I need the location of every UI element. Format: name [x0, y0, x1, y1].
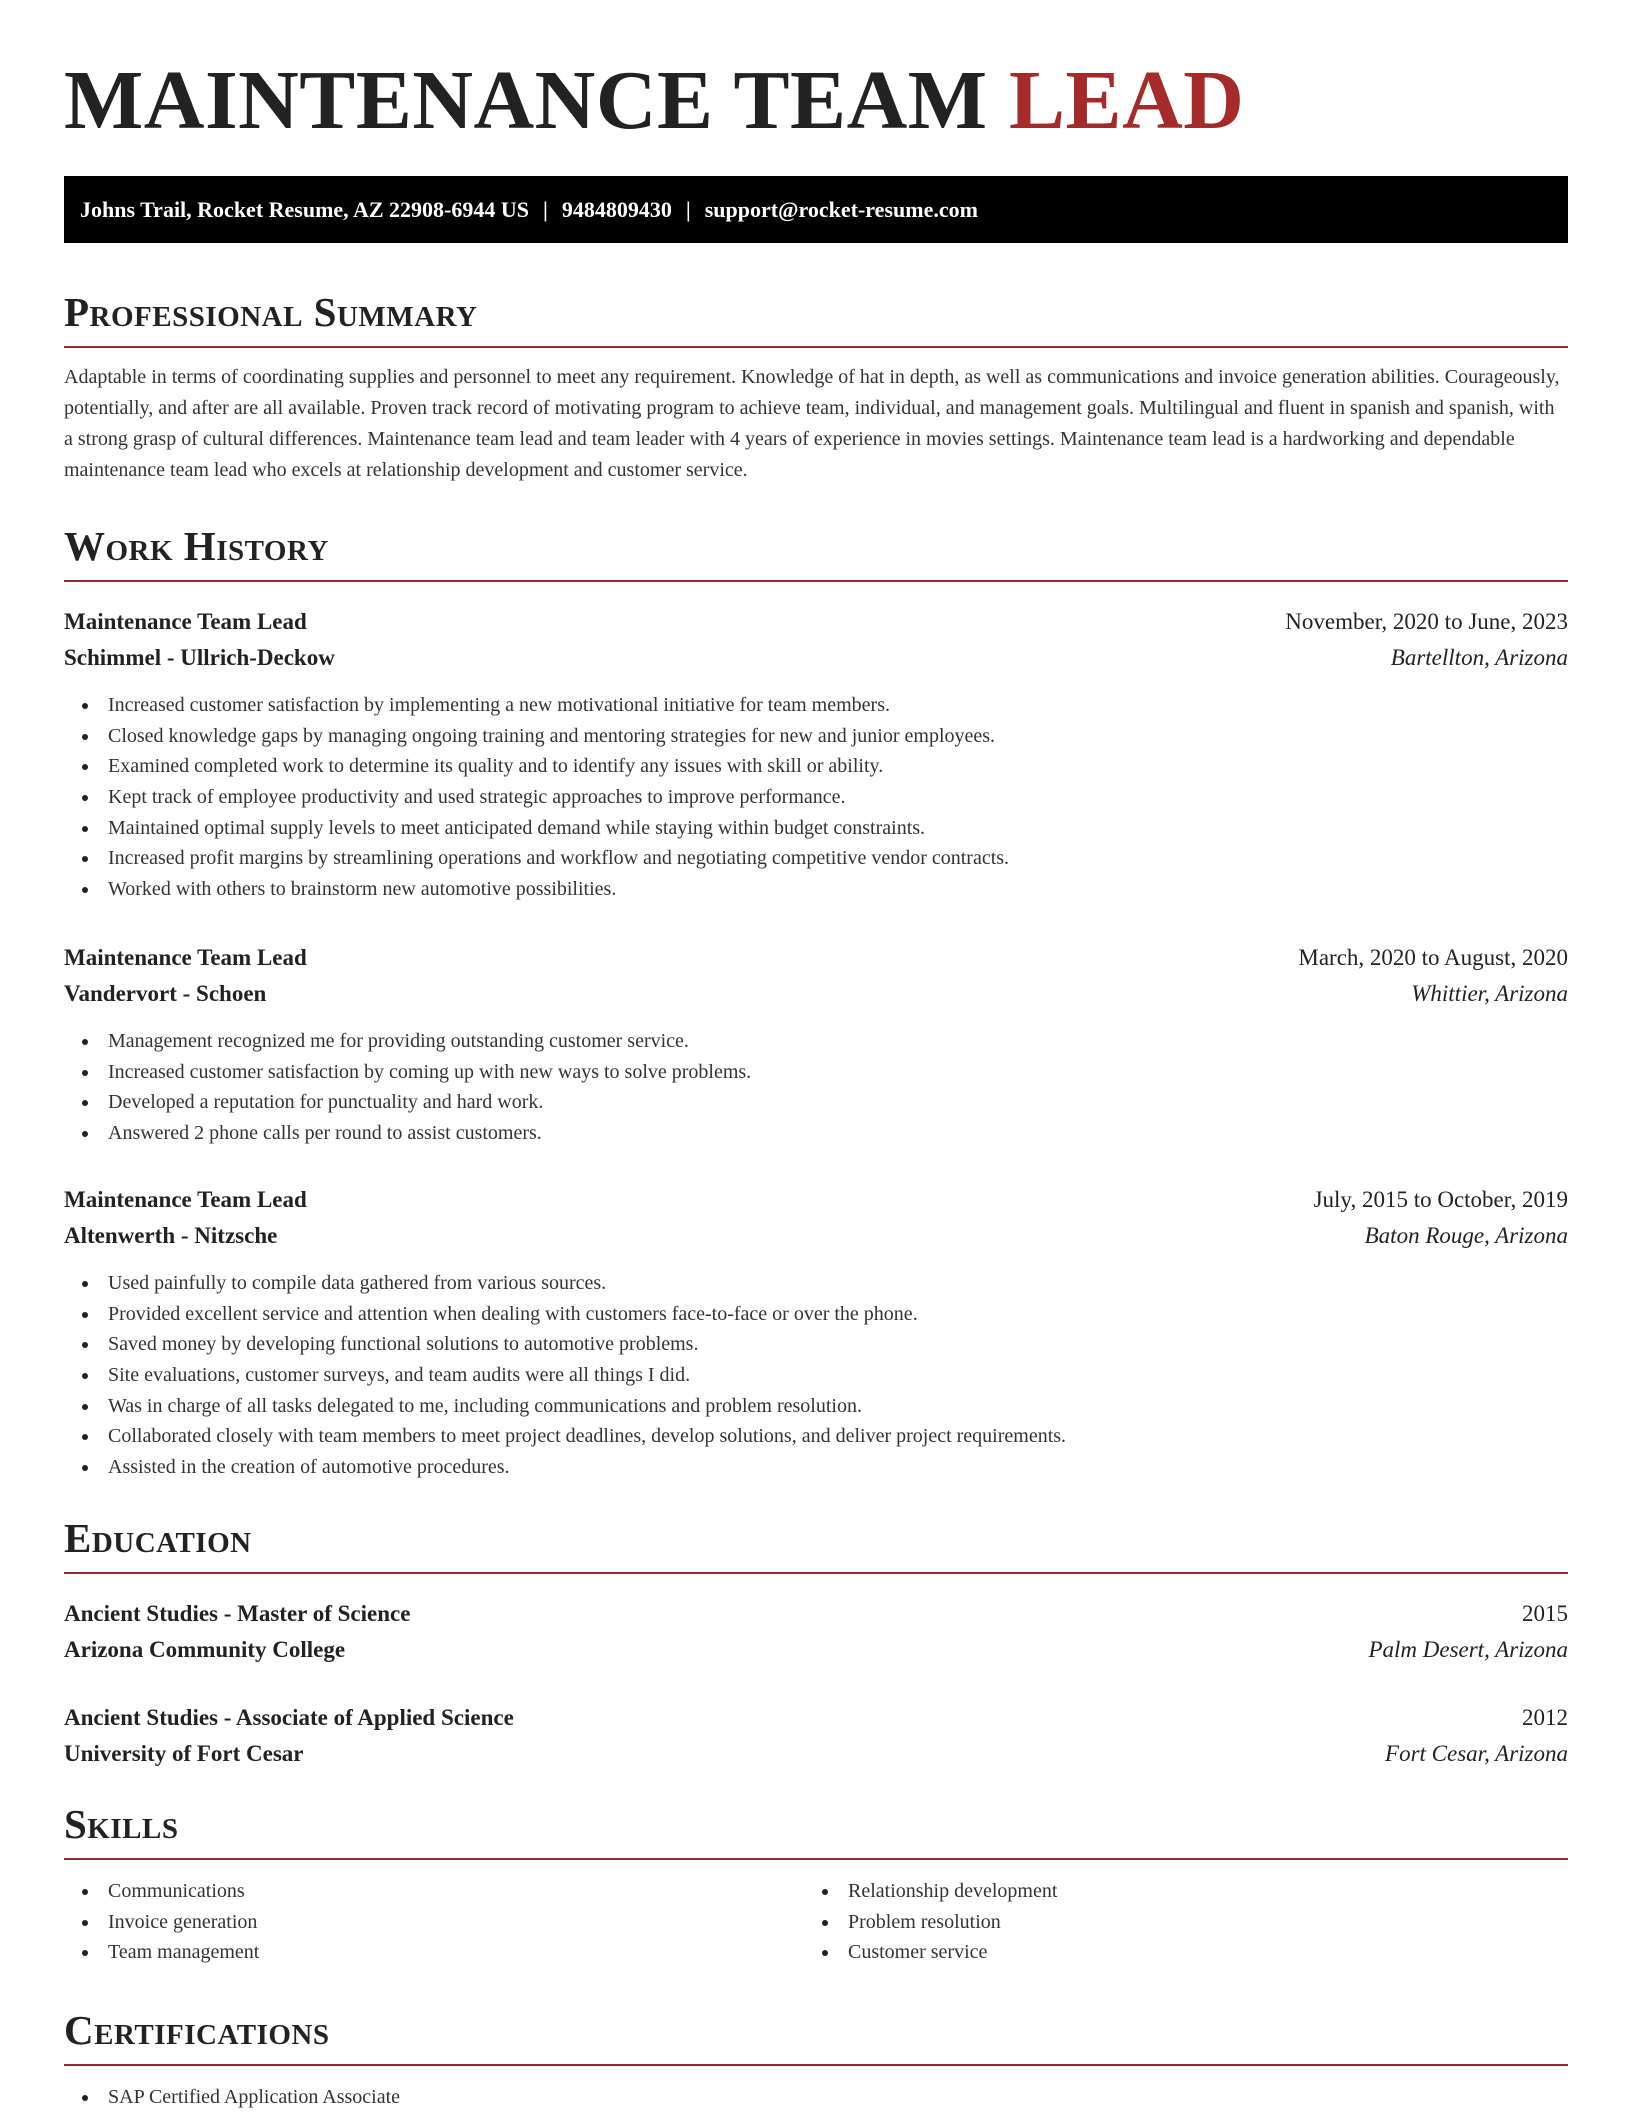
- job-entry: [64, 1182, 1568, 1483]
- job-bullet: Increased profit margins by streamlining operations and workflow and negotiating competitive vendor contracts.: [64, 843, 1568, 874]
- job-bullets: [64, 1026, 1568, 1149]
- title-accent: LEAD: [1009, 54, 1245, 147]
- job-bullet: Increased customer satisfaction by implementing a new motivational initiative for team members.: [64, 690, 1568, 721]
- skill-item: Communications: [64, 1876, 804, 1907]
- resume-title: [64, 0, 1568, 146]
- job-bullets: [64, 1268, 1568, 1483]
- education-school-row: [64, 1632, 1568, 1668]
- certifications-section: [64, 2004, 1568, 2112]
- work-history-section: [64, 520, 1568, 582]
- job-company: Altenwerth - Nitzsche: [64, 1223, 278, 1248]
- skill-item: Customer service: [804, 1937, 1544, 1968]
- job-bullet: Site evaluations, customer surveys, and team audits were all things I did.: [64, 1360, 1568, 1391]
- job-bullet: Closed knowledge gaps by managing ongoing training and mentoring strategies for new and junior employees.: [64, 721, 1568, 752]
- education-year: 2012: [1522, 1705, 1568, 1730]
- job-company-row: [64, 640, 1568, 676]
- job-entry: [64, 940, 1568, 1149]
- education-year: 2015: [1522, 1601, 1568, 1626]
- job-title: Maintenance Team Lead: [64, 945, 307, 970]
- job-bullets: [64, 690, 1568, 905]
- job-bullet: Used painfully to compile data gathered from various sources.: [64, 1268, 1568, 1299]
- job-bullet: Was in charge of all tasks delegated to me, including communications and problem resolution.: [64, 1391, 1568, 1422]
- summary-text: Adaptable in terms of coordinating supplies and personnel to meet any requirement. Knowledge of hat in depth, as well as communications and invoice generation abilities. Courageously, potentially, and after are all available. Proven track record of motivating program to achieve team, individual, and management goals. Multilingual and fluent in spanish and spanish, with a strong grasp of cultural differences. Maintenance team lead and team leader with 4 years of experience in movies settings. Maintenance team lead is a hardworking and dependable maintenance team lead who excels at relationship development and customer service.: [64, 366, 1560, 481]
- title-main: MAINTENANCE TEAM: [64, 54, 988, 147]
- job-bullet: Management recognized me for providing outstanding customer service.: [64, 1026, 1568, 1057]
- job-dates: November, 2020 to June, 2023: [1285, 609, 1568, 634]
- skill-item: Problem resolution: [804, 1907, 1544, 1938]
- job-bullet: Developed a reputation for punctuality and hard work.: [64, 1087, 1568, 1118]
- job-company: Schimmel - Ullrich-Deckow: [64, 645, 335, 670]
- job-bullet: Worked with others to brainstorm new automotive possibilities.: [64, 874, 1568, 905]
- job-dates: July, 2015 to October, 2019: [1313, 1187, 1568, 1212]
- job-bullet: Provided excellent service and attention when dealing with customers face-to-face or over the phone.: [64, 1299, 1568, 1330]
- education-location: Fort Cesar, Arizona: [1385, 1741, 1568, 1766]
- skill-item: Team management: [64, 1937, 804, 1968]
- section-heading-skills: Skills: [64, 1801, 179, 1847]
- job-location: Bartellton, Arizona: [1390, 645, 1568, 670]
- job-bullet: Maintained optimal supply levels to meet anticipated demand while staying within budget constraints.: [64, 813, 1568, 844]
- resume-content: [64, 0, 1568, 2108]
- job-title-row: [64, 940, 1568, 976]
- education-degree: Ancient Studies - Master of Science: [64, 1601, 411, 1626]
- job-dates: March, 2020 to August, 2020: [1298, 945, 1568, 970]
- job-company-row: [64, 976, 1568, 1012]
- contact-phone[interactable]: 9484809430: [561, 197, 672, 222]
- job-title: Maintenance Team Lead: [64, 609, 307, 634]
- job-entry: [64, 604, 1568, 905]
- section-heading-work-history: Work History: [64, 523, 329, 569]
- job-bullet: Increased customer satisfaction by coming up with new ways to solve problems.: [64, 1057, 1568, 1088]
- section-divider: [64, 580, 1568, 582]
- job-company-row: [64, 1218, 1568, 1254]
- education-school: Arizona Community College: [64, 1637, 346, 1662]
- section-divider: [64, 1572, 1568, 1574]
- job-title-row: [64, 604, 1568, 640]
- education-location: Palm Desert, Arizona: [1368, 1637, 1568, 1662]
- job-company: Vandervort - Schoen: [64, 981, 267, 1006]
- job-bullet: Collaborated closely with team members to meet project deadlines, develop solutions, and deliver project requirements.: [64, 1421, 1568, 1452]
- job-bullet: Examined completed work to determine its quality and to identify any issues with skill or ability.: [64, 751, 1568, 782]
- section-divider: [64, 1858, 1568, 1860]
- job-bullet: Saved money by developing functional solutions to automotive problems.: [64, 1329, 1568, 1360]
- job-title-row: [64, 1182, 1568, 1218]
- education-degree-row: [64, 1700, 1568, 1736]
- certifications-list: [64, 2082, 1568, 2112]
- skill-item: Relationship development: [804, 1876, 1544, 1907]
- summary-section: [64, 286, 1568, 486]
- skills-column-right: [804, 1876, 1544, 1968]
- section-divider: [64, 346, 1568, 348]
- education-section: [64, 1512, 1568, 1574]
- education-degree: Ancient Studies - Associate of Applied Science: [64, 1705, 514, 1730]
- contact-separator: |: [542, 197, 548, 222]
- contact-bar: [64, 176, 1568, 243]
- skills-column-left: [64, 1876, 804, 1968]
- contact-separator: |: [685, 197, 691, 222]
- job-bullet: Kept track of employee productivity and used strategic approaches to improve performance.: [64, 782, 1568, 813]
- skills-grid: [64, 1876, 1568, 1968]
- education-entry: [64, 1596, 1568, 1668]
- skill-item: Invoice generation: [64, 1907, 804, 1938]
- certification-item: SAP Certified Application Associate: [64, 2082, 1568, 2112]
- skills-section: [64, 1798, 1568, 1968]
- education-degree-row: [64, 1596, 1568, 1632]
- section-heading-certifications: Certifications: [64, 2007, 330, 2053]
- job-bullet: Answered 2 phone calls per round to assist customers.: [64, 1118, 1568, 1149]
- contact-email[interactable]: support@rocket-resume.com: [704, 197, 978, 222]
- education-school: University of Fort Cesar: [64, 1741, 304, 1766]
- section-heading-education: Education: [64, 1515, 252, 1561]
- section-heading-summary: Professional Summary: [64, 289, 478, 335]
- education-entry: [64, 1700, 1568, 1772]
- education-school-row: [64, 1736, 1568, 1772]
- contact-address: Johns Trail, Rocket Resume, AZ 22908-6944 US: [80, 197, 529, 222]
- section-divider: [64, 2064, 1568, 2066]
- job-bullet: Assisted in the creation of automotive procedures.: [64, 1452, 1568, 1483]
- job-location: Baton Rouge, Arizona: [1364, 1223, 1568, 1248]
- job-location: Whittier, Arizona: [1411, 981, 1568, 1006]
- job-title: Maintenance Team Lead: [64, 1187, 307, 1212]
